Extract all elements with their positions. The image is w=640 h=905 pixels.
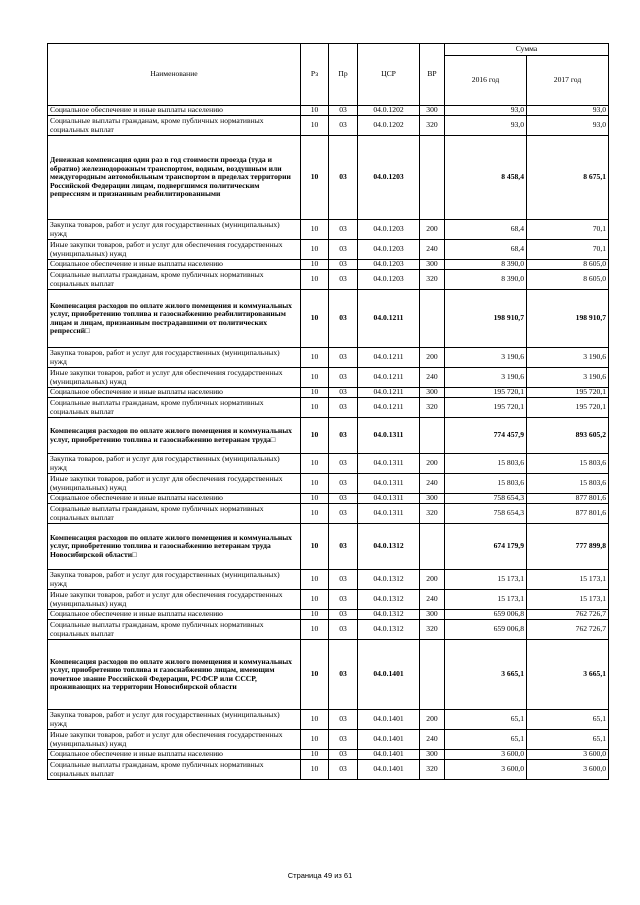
cell-pr: 03	[329, 270, 358, 290]
cell-vr: 320	[420, 116, 445, 136]
cell-csr: 04.0.1312	[358, 610, 420, 620]
cell-csr: 04.0.1311	[358, 418, 420, 454]
cell-vr: 320	[420, 398, 445, 418]
budget-table	[47, 43, 609, 780]
cell-rz: 10	[301, 590, 329, 610]
cell-csr: 04.0.1401	[358, 710, 420, 730]
header-sum: Сумма	[445, 44, 609, 56]
cell-vr: 200	[420, 570, 445, 590]
cell-rz: 10	[301, 504, 329, 524]
cell-2016: 65,1	[445, 730, 527, 750]
cell-pr: 03	[329, 220, 358, 240]
cell-name: Компенсация расходов по оплате жилого помещения и коммунальных услуг, приобретению топлива и газоснабжению лицам, имеющим почетное звание Российской Федерации, РСФСР или СССР, проживающих на территории Новосибирской области	[48, 640, 301, 710]
cell-2017: 3 665,1	[527, 640, 609, 710]
table-row	[48, 620, 609, 640]
cell-csr: 04.0.1401	[358, 640, 420, 710]
cell-name: Компенсация расходов по оплате жилого помещения и коммунальных услуг, приобретению топлива и газоснабжению ветеранам труда Новосибирской области□	[48, 524, 301, 570]
cell-vr: 320	[420, 620, 445, 640]
section-row	[48, 418, 609, 454]
header-pr: Пр	[329, 44, 358, 106]
cell-rz: 10	[301, 260, 329, 270]
cell-rz: 10	[301, 620, 329, 640]
cell-2017: 893 605,2	[527, 418, 609, 454]
table-row	[48, 730, 609, 750]
cell-2017: 65,1	[527, 710, 609, 730]
table-row	[48, 590, 609, 610]
section-row	[48, 290, 609, 348]
cell-rz: 10	[301, 570, 329, 590]
cell-csr: 04.0.1312	[358, 590, 420, 610]
table-row	[48, 710, 609, 730]
cell-vr	[420, 290, 445, 348]
cell-2016: 15 803,6	[445, 454, 527, 474]
cell-csr: 04.0.1312	[358, 570, 420, 590]
cell-name: Социальное обеспечение и иные выплаты населению	[48, 260, 301, 270]
cell-vr: 200	[420, 348, 445, 368]
cell-pr: 03	[329, 760, 358, 780]
cell-rz: 10	[301, 418, 329, 454]
section-row	[48, 524, 609, 570]
cell-2017: 15 173,1	[527, 570, 609, 590]
cell-vr: 300	[420, 494, 445, 504]
cell-csr: 04.0.1211	[358, 388, 420, 398]
cell-2017: 70,1	[527, 240, 609, 260]
cell-2017: 15 803,6	[527, 454, 609, 474]
cell-pr: 03	[329, 398, 358, 418]
cell-vr	[420, 418, 445, 454]
cell-2017: 3 190,6	[527, 348, 609, 368]
cell-vr: 240	[420, 590, 445, 610]
cell-2017: 3 600,0	[527, 760, 609, 780]
cell-name: Компенсация расходов по оплате жилого помещения и коммунальных услуг, приобретению топлива и газоснабжению ветеранам труда□	[48, 418, 301, 454]
cell-vr	[420, 136, 445, 220]
cell-pr: 03	[329, 570, 358, 590]
table-row	[48, 220, 609, 240]
cell-name: Социальные выплаты гражданам, кроме публичных нормативных социальных выплат	[48, 398, 301, 418]
page-footer: Страница 49 из 61	[287, 871, 353, 880]
cell-2017: 195 720,1	[527, 388, 609, 398]
table-row	[48, 270, 609, 290]
cell-pr: 03	[329, 106, 358, 116]
cell-vr: 240	[420, 474, 445, 494]
cell-2016: 195 720,1	[445, 388, 527, 398]
cell-csr: 04.0.1203	[358, 270, 420, 290]
cell-2016: 65,1	[445, 710, 527, 730]
cell-pr: 03	[329, 494, 358, 504]
cell-vr: 300	[420, 610, 445, 620]
cell-2016: 195 720,1	[445, 398, 527, 418]
cell-2016: 659 006,8	[445, 620, 527, 640]
cell-vr: 300	[420, 388, 445, 398]
cell-rz: 10	[301, 116, 329, 136]
cell-csr: 04.0.1311	[358, 454, 420, 474]
cell-csr: 04.0.1203	[358, 260, 420, 270]
cell-pr: 03	[329, 474, 358, 494]
cell-2017: 70,1	[527, 220, 609, 240]
cell-rz: 10	[301, 454, 329, 474]
cell-pr: 03	[329, 348, 358, 368]
cell-csr: 04.0.1311	[358, 474, 420, 494]
cell-pr: 03	[329, 454, 358, 474]
cell-2016: 3 600,0	[445, 750, 527, 760]
cell-rz: 10	[301, 494, 329, 504]
cell-name: Закупка товаров, работ и услуг для государственных (муниципальных) нужд	[48, 348, 301, 368]
cell-name: Иные закупки товаров, работ и услуг для обеспечения государственных (муниципальных) нужд	[48, 240, 301, 260]
cell-2016: 3 190,6	[445, 348, 527, 368]
cell-2016: 198 910,7	[445, 290, 527, 348]
cell-2016: 674 179,9	[445, 524, 527, 570]
cell-2017: 8 605,0	[527, 260, 609, 270]
cell-pr: 03	[329, 260, 358, 270]
cell-2016: 8 390,0	[445, 260, 527, 270]
cell-2017: 3 600,0	[527, 750, 609, 760]
table-header	[48, 44, 609, 106]
cell-pr: 03	[329, 710, 358, 730]
cell-pr: 03	[329, 620, 358, 640]
cell-2016: 3 190,6	[445, 368, 527, 388]
cell-csr: 04.0.1203	[358, 136, 420, 220]
header-name: Наименование	[48, 44, 301, 106]
cell-pr: 03	[329, 116, 358, 136]
cell-rz: 10	[301, 524, 329, 570]
cell-name: Социальные выплаты гражданам, кроме публичных нормативных социальных выплат	[48, 620, 301, 640]
cell-vr: 300	[420, 750, 445, 760]
cell-2017: 198 910,7	[527, 290, 609, 348]
header-csr: ЦСР	[358, 44, 420, 106]
table-row	[48, 454, 609, 474]
cell-csr: 04.0.1311	[358, 504, 420, 524]
table-row	[48, 570, 609, 590]
cell-csr: 04.0.1401	[358, 750, 420, 760]
cell-pr: 03	[329, 640, 358, 710]
cell-2017: 93,0	[527, 116, 609, 136]
cell-2017: 15 173,1	[527, 590, 609, 610]
section-row	[48, 640, 609, 710]
cell-rz: 10	[301, 348, 329, 368]
cell-vr: 300	[420, 260, 445, 270]
cell-2017: 195 720,1	[527, 398, 609, 418]
table-row	[48, 610, 609, 620]
cell-rz: 10	[301, 220, 329, 240]
header-rz: Рз	[301, 44, 329, 106]
cell-vr: 200	[420, 454, 445, 474]
cell-name: Иные закупки товаров, работ и услуг для обеспечения государственных (муниципальных) нужд	[48, 368, 301, 388]
cell-csr: 04.0.1211	[358, 290, 420, 348]
header-year-2016: 2016 год	[445, 56, 527, 106]
cell-rz: 10	[301, 290, 329, 348]
cell-rz: 10	[301, 106, 329, 116]
table-row	[48, 368, 609, 388]
cell-vr	[420, 524, 445, 570]
table-row	[48, 260, 609, 270]
cell-name: Закупка товаров, работ и услуг для государственных (муниципальных) нужд	[48, 710, 301, 730]
cell-rz: 10	[301, 368, 329, 388]
cell-2016: 758 654,3	[445, 504, 527, 524]
cell-csr: 04.0.1211	[358, 368, 420, 388]
cell-pr: 03	[329, 388, 358, 398]
cell-2017: 8 605,0	[527, 270, 609, 290]
cell-vr: 320	[420, 504, 445, 524]
cell-pr: 03	[329, 590, 358, 610]
cell-2016: 774 457,9	[445, 418, 527, 454]
cell-csr: 04.0.1401	[358, 760, 420, 780]
cell-2016: 68,4	[445, 220, 527, 240]
cell-name: Закупка товаров, работ и услуг для государственных (муниципальных) нужд	[48, 570, 301, 590]
cell-name: Иные закупки товаров, работ и услуг для обеспечения государственных (муниципальных) нужд	[48, 474, 301, 494]
header-year-2017: 2017 год	[527, 56, 609, 106]
cell-2016: 15 803,6	[445, 474, 527, 494]
cell-2016: 3 600,0	[445, 760, 527, 780]
cell-2016: 8 458,4	[445, 136, 527, 220]
cell-csr: 04.0.1401	[358, 730, 420, 750]
cell-vr: 200	[420, 710, 445, 730]
cell-rz: 10	[301, 610, 329, 620]
cell-csr: 04.0.1202	[358, 106, 420, 116]
cell-vr: 240	[420, 368, 445, 388]
cell-pr: 03	[329, 368, 358, 388]
cell-rz: 10	[301, 240, 329, 260]
cell-2016: 3 665,1	[445, 640, 527, 710]
cell-name: Социальное обеспечение и иные выплаты населению	[48, 106, 301, 116]
cell-csr: 04.0.1312	[358, 524, 420, 570]
cell-csr: 04.0.1203	[358, 240, 420, 260]
header-vr: ВР	[420, 44, 445, 106]
cell-name: Социальные выплаты гражданам, кроме публичных нормативных социальных выплат	[48, 270, 301, 290]
cell-2016: 8 390,0	[445, 270, 527, 290]
cell-pr: 03	[329, 610, 358, 620]
cell-csr: 04.0.1202	[358, 116, 420, 136]
cell-csr: 04.0.1211	[358, 398, 420, 418]
cell-rz: 10	[301, 730, 329, 750]
cell-vr: 240	[420, 730, 445, 750]
table-row	[48, 504, 609, 524]
cell-pr: 03	[329, 136, 358, 220]
cell-2017: 8 675,1	[527, 136, 609, 220]
cell-2016: 15 173,1	[445, 590, 527, 610]
cell-name: Денежная компенсация один раз в год стоимости проезда (туда и обратно) железнодорожным транспортом, водным, воздушным или междугородным автомобильным транспортом в пределах территории Российской Федерации лицам, подвергшимся политическим репрессиям и признанным реабилитированными	[48, 136, 301, 220]
cell-2016: 93,0	[445, 106, 527, 116]
table-body	[48, 106, 609, 780]
table-row	[48, 106, 609, 116]
cell-rz: 10	[301, 710, 329, 730]
cell-pr: 03	[329, 240, 358, 260]
cell-csr: 04.0.1211	[358, 348, 420, 368]
cell-csr: 04.0.1203	[358, 220, 420, 240]
cell-pr: 03	[329, 730, 358, 750]
cell-name: Компенсация расходов по оплате жилого помещения и коммунальных услуг, приобретению топлива и газоснабжению реабилитированным лицам и лицам, признанным пострадавшими от политических репрессий□	[48, 290, 301, 348]
table-row	[48, 398, 609, 418]
table-row	[48, 474, 609, 494]
cell-pr: 03	[329, 418, 358, 454]
cell-2017: 877 801,6	[527, 494, 609, 504]
cell-csr: 04.0.1311	[358, 494, 420, 504]
cell-2017: 15 803,6	[527, 474, 609, 494]
cell-2017: 777 899,8	[527, 524, 609, 570]
cell-name: Иные закупки товаров, работ и услуг для обеспечения государственных (муниципальных) нужд	[48, 590, 301, 610]
cell-2016: 15 173,1	[445, 570, 527, 590]
cell-2017: 762 726,7	[527, 610, 609, 620]
cell-2016: 93,0	[445, 116, 527, 136]
cell-name: Социальное обеспечение и иные выплаты населению	[48, 494, 301, 504]
table-row	[48, 750, 609, 760]
cell-name: Социальное обеспечение и иные выплаты населению	[48, 750, 301, 760]
cell-vr	[420, 640, 445, 710]
cell-name: Социальные выплаты гражданам, кроме публичных нормативных социальных выплат	[48, 116, 301, 136]
cell-2016: 68,4	[445, 240, 527, 260]
cell-2017: 3 190,6	[527, 368, 609, 388]
cell-vr: 300	[420, 106, 445, 116]
cell-vr: 320	[420, 270, 445, 290]
cell-rz: 10	[301, 136, 329, 220]
cell-rz: 10	[301, 270, 329, 290]
cell-2016: 758 654,3	[445, 494, 527, 504]
cell-pr: 03	[329, 524, 358, 570]
cell-2017: 65,1	[527, 730, 609, 750]
cell-pr: 03	[329, 504, 358, 524]
table-row	[48, 116, 609, 136]
cell-rz: 10	[301, 398, 329, 418]
cell-pr: 03	[329, 290, 358, 348]
cell-2017: 877 801,6	[527, 504, 609, 524]
cell-vr: 200	[420, 220, 445, 240]
cell-rz: 10	[301, 640, 329, 710]
table-row	[48, 388, 609, 398]
cell-vr: 320	[420, 760, 445, 780]
table-row	[48, 240, 609, 260]
cell-name: Закупка товаров, работ и услуг для государственных (муниципальных) нужд	[48, 454, 301, 474]
cell-name: Иные закупки товаров, работ и услуг для обеспечения государственных (муниципальных) нужд	[48, 730, 301, 750]
cell-name: Закупка товаров, работ и услуг для государственных (муниципальных) нужд	[48, 220, 301, 240]
cell-name: Социальное обеспечение и иные выплаты населению	[48, 610, 301, 620]
section-row	[48, 136, 609, 220]
table-row	[48, 760, 609, 780]
table-row	[48, 348, 609, 368]
cell-2016: 659 006,8	[445, 610, 527, 620]
cell-rz: 10	[301, 474, 329, 494]
cell-rz: 10	[301, 760, 329, 780]
cell-csr: 04.0.1312	[358, 620, 420, 640]
table-row	[48, 494, 609, 504]
cell-vr: 240	[420, 240, 445, 260]
cell-pr: 03	[329, 750, 358, 760]
cell-rz: 10	[301, 750, 329, 760]
cell-name: Социальное обеспечение и иные выплаты населению	[48, 388, 301, 398]
cell-2017: 93,0	[527, 106, 609, 116]
cell-2017: 762 726,7	[527, 620, 609, 640]
cell-name: Социальные выплаты гражданам, кроме публичных нормативных социальных выплат	[48, 760, 301, 780]
cell-rz: 10	[301, 388, 329, 398]
cell-name: Социальные выплаты гражданам, кроме публичных нормативных социальных выплат	[48, 504, 301, 524]
